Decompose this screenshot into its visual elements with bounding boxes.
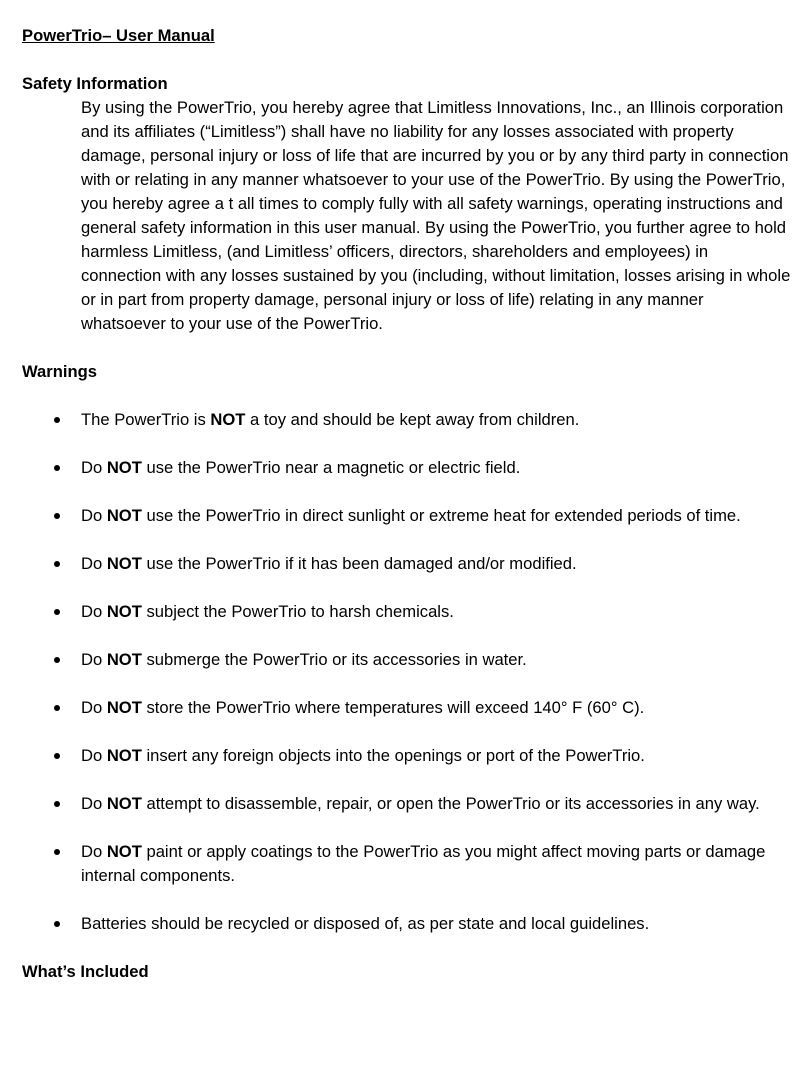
warning-item bbox=[22, 552, 791, 576]
warning-item bbox=[22, 840, 791, 888]
spacer bbox=[22, 336, 792, 360]
warning-item bbox=[22, 912, 791, 936]
bullet-icon bbox=[52, 744, 62, 768]
bullet-icon bbox=[52, 792, 62, 816]
warning-emphasis: NOT bbox=[106, 842, 142, 861]
warning-emphasis: NOT bbox=[106, 554, 142, 573]
warning-item bbox=[22, 408, 791, 432]
warning-emphasis: NOT bbox=[106, 602, 142, 621]
safety-paragraph: By using the PowerTrio, you hereby agree that Limitless Innovations, Inc., an Illinois corporation and its affiliates (“Limitless”) shall have no liability for any losses associated with property damage, personal injury or loss of life that are incurred by you or by any third party in connection with or relating in any manner whatsoever to your use of the PowerTrio. By using the PowerTrio, you hereby agree a t all times to comply fully with all safety warnings, operating instructions and general safety information in this user manual. By using the PowerTrio, you further agree to hold harmless Limitless, (and Limitless’ officers, directors, shareholders and employees) in connection with any losses sustained by you (including, without limitation, losses arising in whole or in part from property damage, personal injury or loss of life) relating in any manner whatsoever to your use of the PowerTrio. bbox=[81, 98, 791, 333]
warning-text-before: Do bbox=[81, 746, 107, 765]
warnings-heading: Warnings bbox=[22, 362, 97, 381]
warning-emphasis: NOT bbox=[106, 698, 142, 717]
bullet-icon bbox=[52, 912, 62, 936]
warning-text-after: paint or apply coatings to the PowerTrio as you might affect moving parts or damage internal components. bbox=[81, 842, 766, 885]
warning-text-after: subject the PowerTrio to harsh chemicals. bbox=[141, 602, 454, 621]
warning-item bbox=[22, 600, 791, 624]
warning-text-after: use the PowerTrio in direct sunlight or extreme heat for extended periods of time. bbox=[141, 506, 741, 525]
included-heading: What’s Included bbox=[22, 962, 149, 981]
warning-item bbox=[22, 504, 791, 528]
warning-item bbox=[22, 696, 791, 720]
warnings-list bbox=[22, 408, 792, 936]
bullet-icon bbox=[52, 552, 62, 576]
warning-emphasis: NOT bbox=[106, 794, 142, 813]
warning-text-after: store the PowerTrio where temperatures will exceed 140° F (60° C). bbox=[141, 698, 645, 717]
warning-item bbox=[22, 456, 791, 480]
bullet-icon bbox=[52, 648, 62, 672]
warning-emphasis: NOT bbox=[210, 410, 246, 429]
warning-item bbox=[22, 648, 791, 672]
warning-text-after: a toy and should be kept away from children. bbox=[245, 410, 580, 429]
warning-emphasis: NOT bbox=[106, 650, 142, 669]
warning-emphasis: NOT bbox=[106, 458, 142, 477]
document-page bbox=[22, 24, 792, 984]
warning-text-after: use the PowerTrio near a magnetic or electric field. bbox=[141, 458, 521, 477]
warning-text-after: use the PowerTrio if it has been damaged and/or modified. bbox=[141, 554, 577, 573]
bullet-icon bbox=[52, 696, 62, 720]
warning-emphasis: NOT bbox=[106, 506, 142, 525]
warning-text-before: The PowerTrio is bbox=[81, 410, 211, 429]
warning-text-after: submerge the PowerTrio or its accessories in water. bbox=[141, 650, 527, 669]
warning-text-before: Do bbox=[81, 602, 107, 621]
document-title: PowerTrio– User Manual bbox=[22, 26, 215, 45]
bullet-icon bbox=[52, 840, 62, 864]
bullet-icon bbox=[52, 600, 62, 624]
warning-emphasis: NOT bbox=[106, 746, 142, 765]
warning-text-before: Do bbox=[81, 794, 107, 813]
safety-heading: Safety Information bbox=[22, 74, 168, 93]
warning-text-after: attempt to disassemble, repair, or open the PowerTrio or its accessories in any way. bbox=[141, 794, 760, 813]
warning-text-after: insert any foreign objects into the openings or port of the PowerTrio. bbox=[141, 746, 645, 765]
warning-text-before: Do bbox=[81, 842, 107, 861]
warning-item bbox=[22, 792, 791, 816]
warning-text-before: Do bbox=[81, 506, 107, 525]
warning-text-before: Do bbox=[81, 650, 107, 669]
warning-text-before: Do bbox=[81, 458, 107, 477]
warning-item bbox=[22, 744, 791, 768]
bullet-icon bbox=[52, 456, 62, 480]
warning-text-before: Batteries should be recycled or disposed of, as per state and local guidelines. bbox=[81, 914, 650, 933]
bullet-icon bbox=[52, 408, 62, 432]
warning-text-before: Do bbox=[81, 698, 107, 717]
spacer bbox=[22, 48, 792, 72]
warning-text-before: Do bbox=[81, 554, 107, 573]
bullet-icon bbox=[52, 504, 62, 528]
